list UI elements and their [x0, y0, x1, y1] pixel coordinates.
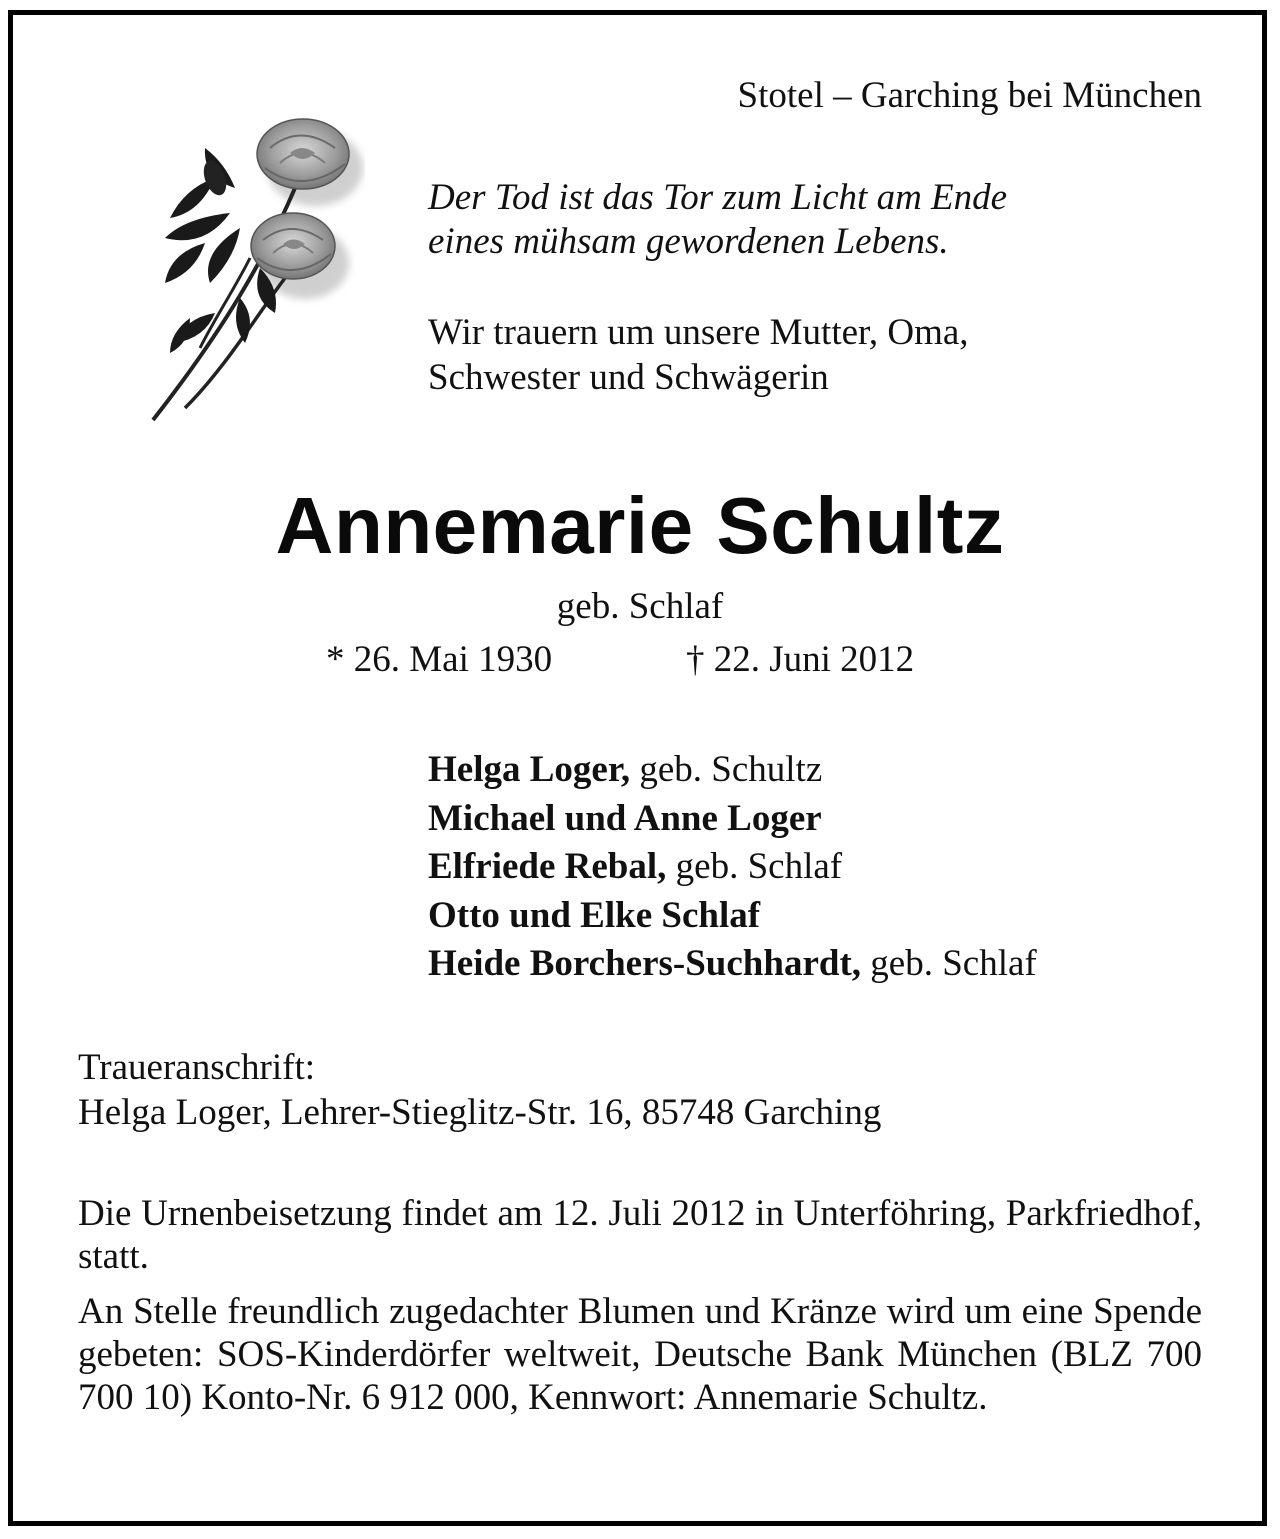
mourner-row	[428, 843, 1037, 892]
intro-line-1: Wir trauern um unsere Mutter, Oma,	[428, 312, 969, 353]
motto-line-1: Der Tod ist das Tor zum Licht am Ende	[428, 177, 1008, 218]
location-heading: Stotel – Garching bei München	[737, 75, 1202, 116]
address-label: Traueranschrift:	[78, 1047, 316, 1088]
mourner-name: Michael und Anne Loger	[428, 797, 822, 839]
motto-line-2: eines mühsam gewordenen Lebens.	[428, 221, 949, 262]
mourner-name: Otto und Elke Schlaf	[428, 894, 761, 936]
address-value: Helga Loger, Lehrer-Stieglitz-Str. 16, 85748 Garching	[78, 1092, 882, 1133]
mourners-list	[428, 746, 1037, 989]
birth-date: * 26. Mai 1930	[326, 639, 553, 680]
intro-text	[428, 310, 969, 400]
maiden-name: geb. Schlaf	[556, 586, 724, 627]
motto-quote	[428, 176, 1007, 264]
mourner-row	[428, 892, 1037, 941]
mourner-note: geb. Schlaf	[666, 846, 843, 887]
mourner-name: Elfriede Rebal,	[428, 846, 667, 887]
death-date: † 22. Juni 2012	[686, 639, 915, 680]
mourner-row	[428, 746, 1037, 795]
deceased-name: Annemarie Schultz	[275, 481, 1005, 570]
mourner-note: geb. Schultz	[630, 749, 823, 790]
mourner-note: geb. Schlaf	[861, 943, 1037, 984]
donation-notice: An Stelle freundlich zugedachter Blumen und Kränze wird um eine Spende gebeten: SOS-Kinderdörfer weltweit, Deutsche Bank München (BLZ 700 700 10) Konto-Nr. 6 912 000, Kennwort: Annemarie Schultz.	[78, 1291, 1202, 1418]
mourning-address	[78, 1045, 881, 1135]
mourner-name: Heide Borchers-Suchhardt,	[428, 943, 862, 984]
intro-line-2: Schwester und Schwägerin	[428, 357, 829, 398]
roses-illustration	[145, 118, 365, 430]
mourner-row	[428, 795, 1037, 844]
mourner-row	[428, 940, 1037, 989]
mourner-name: Helga Loger,	[428, 749, 631, 790]
burial-notice: Die Urnenbeisetzung findet am 12. Juli 2012 in Unterföhring, Parkfriedhof, statt.	[78, 1193, 1202, 1277]
